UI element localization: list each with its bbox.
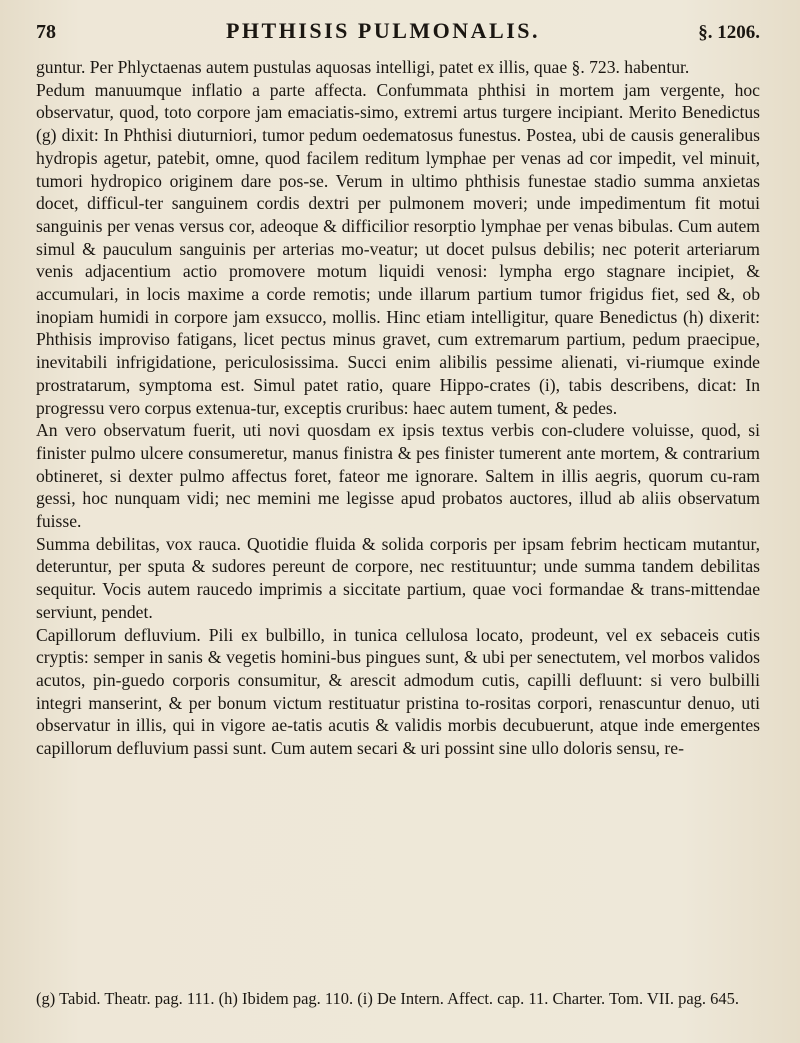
paragraph: Capillorum defluvium. Pili ex bulbillo, in tunica cellulosa locato, prodeunt, vel ex sebaceis cutis cryptis: semper in sanis & vegetis homini-bus pingues sunt, & ubi per senectutem, vel morbos validos acutos, pin-guedo corporis consumitur, & arescit admodum cutis, capilli defluunt: si vero bulbilli integri manserint, & per bonum victum restituatur pristina to-rositas corpori, renascuntur denuo, uti observatur in illis, qui in vigore ae-tatis acutis & validis morbis decubuerunt, atque inde emergentes capillorum defluvium passi sunt. Cum autem secari & uri possint sine ullo doloris sensu, re-	[36, 624, 760, 759]
page-number: 78	[36, 21, 56, 43]
main-text	[36, 56, 760, 760]
running-title: PHTHISIS PULMONALIS.	[225, 18, 541, 43]
footnotes: (g) Tabid. Theatr. pag. 111. (h) Ibidem pag. 110. (i) De Intern. Affect. cap. 11. Charter. Tom. VII. pag. 645.	[36, 989, 740, 1008]
paragraph: Summa debilitas, vox rauca. Quotidie fluida & solida corporis per ipsam febrim hecticam mutantur, deteruntur, per sputa & sudores pereunt de corpore, nec restituuntur; unde summa tandem debilitas sequitur. Vocis autem raucedo imprimis a siccitate partium, quae voci formandae & trans-mittendae serviunt, pendet.	[36, 533, 760, 622]
paragraph: An vero observatum fuerit, uti novi quosdam ex ipsis textus verbis con-cludere voluisse, quod, si finister pulmo ulcere consumeretur, manus finistra & pes finister tumerent ante mortem, & contrarium obtineret, si dexter pulmo affectus foret, fateor me ignorare. Saltem in illis aegris, quorum cu-ram gessi, hoc nunquam vidi; nec memini me legisse apud probatos auctores, illud ab aliis observatum fuisse.	[36, 420, 760, 532]
section-number: §. 1206.	[698, 22, 760, 43]
paragraph: guntur. Per Phlyctaenas autem pustulas aquosas intelligi, patet ex illis, quae §. 723. habentur.	[36, 57, 690, 77]
paragraph: Pedum manuumque inflatio a parte affecta. Confummata phthisi in mortem jam vergente, hoc observatur, quod, toto corpore jam emaciatis-simo, extremi artus turgere incipiant. Merito Benedictus (g) dixit: In Phthisi diuturniori, tumor pedum oedematosus funestus. Postea, ubi de causis generalibus hydropis agetur, patebit, omne, quod facilem reditum lymphae per venas ad cor impedit, vel minuit, tumori hydropico originem dare pos-se. Verum in ultimo phthisis funestae stadio summa anxietas docet, difficul-ter sanguinem cordis dextri per pulmonem moveri; unde impedimentum fit motui sanguinis per venas versus cor, adeoque & difficilior resorptio lymphae per venas bibulas. Cum autem simul & pauculum sanguinis per arterias mo-veatur; ut docet pulsus debilis; nec poterit arteriarum venis adjacentium actio promovere motum liquidi venosi: lympha ergo stagnare incipiet, & accumulari, in locis maxime a corde remotis; unde illarum partium tumor frigidus fiet, sed &, ob inopiam humidi in corpore jam exsucco, mollis. Hinc etiam intelligitur, quare Benedictus (h) dixerit: Phthisis improviso fatigans, licet pectus minus gravet, cum extremarum partium, pedum praecipue, inevitabili infrigidatione, periculosissima. Succi enim alibilis pessime alienati, vi-riumque exinde prostratarum, symptoma est. Simul patet ratio, quare Hippo-crates (i), tabis describens, dicat: In progressu vero corpus extenua-tur, exceptis cruribus: haec autem tument, & pedes.	[36, 79, 760, 418]
running-header	[36, 18, 760, 52]
